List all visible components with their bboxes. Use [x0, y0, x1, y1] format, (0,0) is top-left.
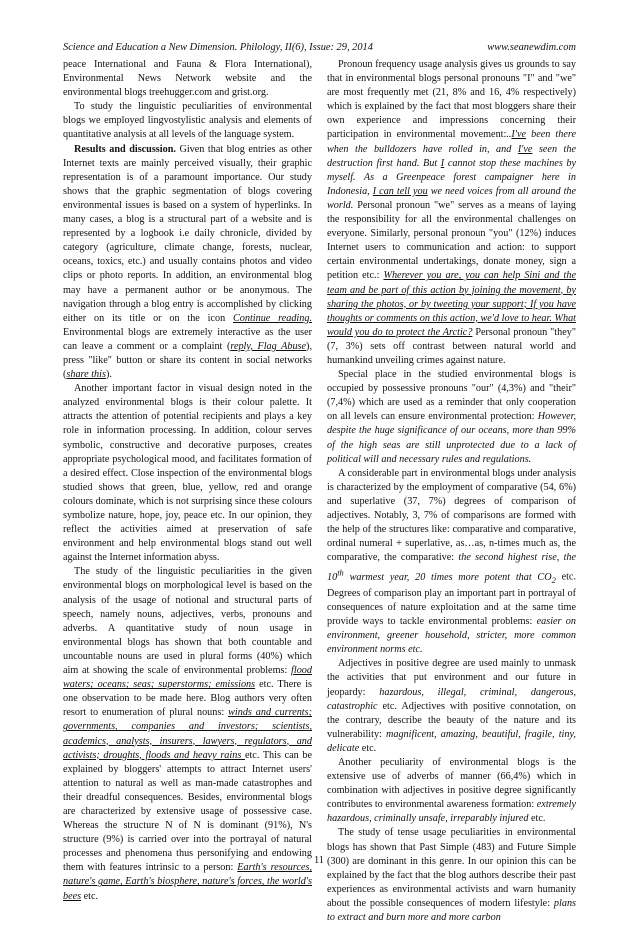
example-text: Wherever you are, you can help Sini and the team and be part of this action by joining the movement, by sharing the photos, or by tweeting your support; If you have thoughts or comments on this action, we'd love to hear. What would you do to protect the Arctic?: [327, 270, 576, 338]
running-header: [63, 42, 576, 58]
paragraph: Another important factor in visual design noted in the analyzed environmental blogs is their colour palette. It attracts the attention of potential recipients and plays a key role in information processing. In addition, colour serves symbolic, constructive and decorative purposes, creates appropriate psychological mood, and facilitates formation of a desired effect. Close inspection of the environmental blogs studied shows that green, blue, yellow, red and orange colours dominate, which is not surprising since these colours symbolize nature, hope, joy, peace etc. In our opinion, they reflect the activities aimed at preservation of safe environment and help environmental blogs stand out well against the Internet information abyss.: [63, 383, 312, 564]
example-text: flood waters; oceans; seas; superstorms; emissions: [63, 665, 312, 691]
paragraph: The study of the linguistic peculiarities in the given environmental blogs on morphological level is based on the analysis of the usage of notional and structural parts of speech, namely nouns, adjectives, verbs, pronouns and adverbs. A quantitative study of noun usage in environmental blogs has shown that both countable and uncountable nouns are used in plural forms (40%) which aim at showing the scale of environmental problems: flood waters; oceans; seas; superstorms; emissions etc. There is one observation to be made here. Blog authors very often resort to enumeration of plural nouns: winds and currents; governments, companies and investors; scientists, academics, analysts, insurers, lawyers, regulators, and activists; droughts, floods and heavy rains etc. This can be explained by bloggers' attempts to attract Internet users' attention to natural as well as man-made catastrophes and their dreadful consequences. Besides, environmental blogs are characterized by extensive usage of possessive case. Whereas the structure N of N is dominant (91%), N's structure (9%) is carried over into the portrayal of natural processes and phenomena thus personifying and endowing them with features intrinsic to a person: Earth's resources, nature's game, Earth's biosphere, nature's forces, the world's bees etc.: [63, 566, 313, 902]
example-link-share: share this: [66, 369, 106, 381]
paragraph: A considerable part in environmental blogs under analysis is characterized by the employment of comparative (54, 6%) and superlative (37, 7%) degrees of comparison of adjectives. Notably, 3, 7% of comparisons are formed with the help of the structures like: comparative and comparative, ordinal numeral + superlative, as…as, n-times much as, the comparative, the comparative: the second highest rise, the 10th warmest year, 20 times more potent that $CO_2$ etc. Degrees of comparison play an important part in portrayal of consequences of nature exploitation and at the same time provide ways to tackle environmental problems: easier on environment, greener household, stricter, more common environment norms etc.: [327, 467, 577, 656]
results-paragraph: Results and discussion. Given that blog entries as other Internet texts are mainly perceived visually, their graphic representation is of a paramount importance. Our study shows that the graphic segmentation of blogs covering environmental issues is based on a system of hyperlinks. In many cases, a blog is a structural part of a website and is represented by a logbook i.e daily chronicle, divided by category (agriculture, climate change, forests, nuclear, oceans, toxics, etc.) and usually contains photos and video clips or photo reports. In addition, an environmental blog may have a permanent author or be anonymous. The navigation through a blog entry is accomplished by clicking either on its title or on the icon Continue reading. Environmental blogs are extremely interactive as the user can leave a comment or a complaint (reply, Flag Abuse), press "like" button or share its content in social networks (share this).: [63, 143, 313, 381]
section-heading: Results and discussion.: [74, 143, 176, 155]
example-text: ..I've been there when the bulldozers have rolled in, and I've seen the destruction first hand. But I cannot stop these machines by myself. As a Greenpeace forest campaigner here in Indonesia, I can tell you we need voices from all around the world.: [327, 129, 577, 211]
example-text: winds and currents; governments, companies and investors; scientists, academics, analysts, insurers, lawyers, regulators, and activists; droughts, floods and heavy rains: [63, 707, 312, 761]
right-column: [327, 58, 576, 925]
journal-website: www.seanewdim.com: [487, 42, 576, 53]
example-text: magnificent, amazing, beautiful, fragile, tiny, delicate: [327, 728, 576, 754]
example-text: hazardous, illegal, criminal, dangerous, catastrophic: [327, 686, 576, 712]
example-link-continue-reading: Continue reading.: [232, 312, 312, 324]
paragraph: To study the linguistic peculiarities of environmental blogs we employed lingvostylistic analysis and elements of quantitative analysis at all levels of the language system.: [63, 101, 312, 141]
paragraph: Pronoun frequency usage analysis gives us grounds to say that in environmental blogs personal pronouns "I" and "we" are most frequently met (21, 8% and 16, 4% respectively) which is explained by the fact that most bloggers share their own experience and impressions concerning their participation in environmental movement:..I've been there when the bulldozers have rolled in, and I've seen the destruction first hand. But I cannot stop these machines by myself. As a Greenpeace forest campaigner here in Indonesia, I can tell you we need voices from all around the world. Personal pronoun "we" serves as a means of laying the responsibility for all the environmental challenges on everyone. Similarly, personal pronoun "you" (12%) induces Internet users to communication and action: to support certain environmental undertakings, donate money, sign a petition etc.: Wherever you are, you can help Sini and the team and be part of this action by joining the movement, by sharing the photos, or by tweeting your support; If you have thoughts or comments on this action, we'd love to hear. What would you do to protect the Arctic? Personal pronoun "they" (7, 3%) sets off contrast between natural world and humankind unveiling crimes against nature.: [327, 59, 577, 366]
paragraph: Another peculiarity of environmental blogs is the extensive use of adverbs of manner (66,4%) which in combination with adjectives in positive degree significantly contributes to environmental awareness formation: extremely hazardous, criminally unsafe, irreparably injured etc.: [327, 757, 576, 825]
example-text: However, despite the huge significance of our oceans, more than 99% of the high seas are still unprotected due to a lack of political will and necessary rules and regulations.: [327, 411, 576, 465]
paragraph: Special place in the studied environmental blogs is occupied by possessive pronouns "our" (4,3%) and "their" (7,4%) which are used as a reminder that only cooperation on all levels can ensure environmental protection: However, despite the huge significance of our oceans, more than 99% of the high seas are still unprotected due to a lack of political will and necessary rules and regulations.: [327, 369, 576, 465]
paragraph: The study of tense usage peculiarities in environmental blogs has shown that Past Simple (483) and Future Simple (300) are dominant in this genre. In our opinion this can be explained by the fact that the blog authors describe their past experiences as environmental activists and warn humanity about the possible consequences of modern lifestyle: plans to extract and burn more and more carbon: [327, 827, 576, 924]
example-text: the second highest rise, the 10th warmest year, 20 times more potent that $CO_2$: [327, 552, 577, 585]
example-text: plans to extract and burn more and more carbon: [327, 897, 576, 924]
journal-title: Science and Education a New Dimension. Philology, II(6), Issue: 29, 2014: [63, 42, 373, 53]
paragraph: Adjectives in positive degree are used mainly to unmask the activities that put environment and our future in jeopardy: hazardous, illegal, criminal, dangerous, catastrophic etc. Adjectives with positive connotation, on the contrary, describe the beauty of the nature and its vulnerability: magnificent, amazing, beautiful, fragile, tiny, delicate etc.: [327, 658, 576, 754]
example-link-reply: reply, Flag Abuse: [230, 340, 307, 352]
example-text: extremely hazardous, criminally unsafe, irreparably injured: [327, 799, 576, 825]
example-text: easier on environment, greener household, stricter, more common environment norms etc.: [327, 616, 576, 656]
example-text: Earth's resources, nature's game, Earth's biosphere, nature's forces, the world's bees: [63, 862, 313, 902]
page-number: 11: [313, 855, 325, 866]
left-column: [63, 58, 312, 904]
paragraph: peace International and Fauna & Flora International), Environmental News Network website and the environmental blogs treehugger.com and grist.org.: [63, 59, 312, 99]
